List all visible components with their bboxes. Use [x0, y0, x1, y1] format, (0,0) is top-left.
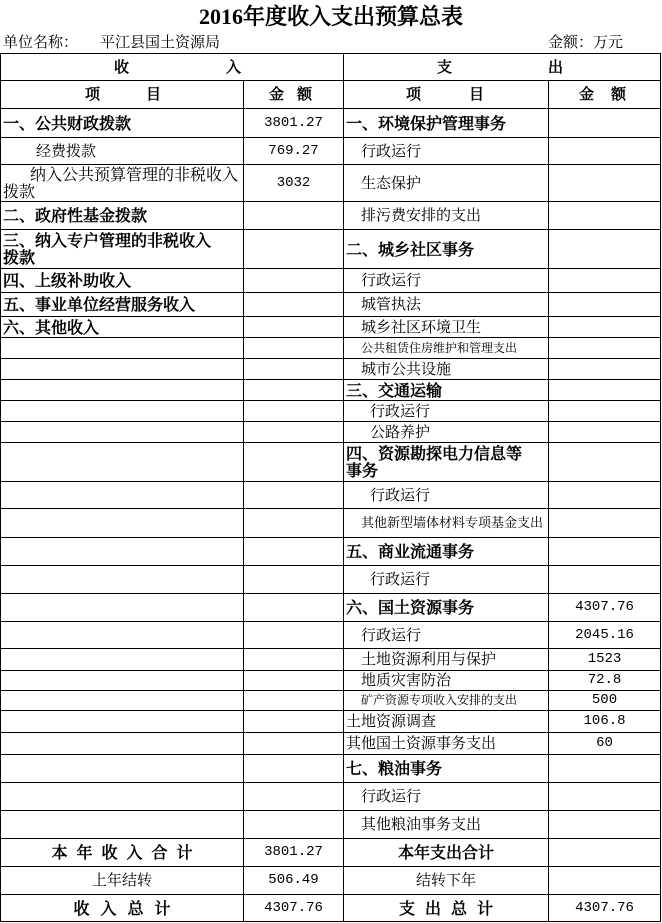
income-item-cell: 二、政府性基金拨款 [1, 202, 244, 230]
income-item-cell: 五、事业单位经营服务收入 [1, 293, 244, 317]
expense-item-cell: 行政运行 [344, 401, 549, 422]
expense-amount-cell [549, 538, 661, 566]
table-row [1, 338, 661, 359]
income-item-cell [1, 359, 244, 380]
expense-amount-cell [549, 269, 661, 293]
expense-item-cell: 土地资源利用与保护 [344, 649, 549, 671]
expense-amount-cell: 2045.16 [549, 622, 661, 649]
expense-amount-cell [549, 422, 661, 443]
budget-table [0, 53, 661, 922]
expense-amount-cell [549, 811, 661, 839]
table-row [1, 538, 661, 566]
expense-item-cell: 城乡社区环境卫生 [344, 317, 549, 338]
income-amount-cell [244, 338, 344, 359]
expense-item-cell: 其他国土资源事务支出 [344, 733, 549, 755]
income-item-cell: 本年收入合计 [1, 839, 244, 867]
expense-amount-cell [549, 293, 661, 317]
income-amount-cell [244, 783, 344, 811]
expense-amount-cell [549, 317, 661, 338]
table-row [1, 482, 661, 509]
expense-amount-header: 金额 [549, 81, 661, 109]
expense-item-cell: 行政运行 [344, 269, 549, 293]
table-row [1, 422, 661, 443]
income-amount-cell [244, 380, 344, 401]
expense-amount-cell: 106.8 [549, 711, 661, 733]
expense-amount-cell [549, 783, 661, 811]
expense-item-cell: 行政运行 [344, 566, 549, 594]
table-row [1, 443, 661, 482]
expense-item-cell: 四、资源勘探电力信息等事务 [344, 443, 549, 482]
income-amount-cell [244, 269, 344, 293]
expense-amount-cell [549, 755, 661, 783]
income-amount-cell: 3801.27 [244, 839, 344, 867]
table-row [1, 711, 661, 733]
table-row [1, 380, 661, 401]
expense-amount-cell [549, 482, 661, 509]
income-item-cell: 三、纳入专户管理的非税收入拨款 [1, 230, 244, 269]
income-amount-header: 金额 [244, 81, 344, 109]
expense-item-cell: 公路养护 [344, 422, 549, 443]
income-item-cell [1, 443, 244, 482]
expense-amount-cell [549, 338, 661, 359]
expense-amount-cell [549, 839, 661, 867]
expense-item-cell: 支出总计 [344, 895, 549, 922]
income-amount-cell [244, 671, 344, 691]
expense-amount-cell [549, 109, 661, 138]
expense-item-cell: 城管执法 [344, 293, 549, 317]
expense-item-cell: 公共租赁住房维护和管理支出 [344, 338, 549, 359]
expense-amount-cell: 500 [549, 691, 661, 711]
income-amount-cell [244, 359, 344, 380]
income-amount-cell [244, 733, 344, 755]
header-row-sections [1, 54, 661, 81]
income-amount-cell [244, 401, 344, 422]
expense-item-cell: 城市公共设施 [344, 359, 549, 380]
expense-item-cell: 地质灾害防治 [344, 671, 549, 691]
expense-amount-cell [549, 566, 661, 594]
table-row [1, 401, 661, 422]
expense-item-header: 项目 [344, 81, 549, 109]
expense-amount-cell [549, 202, 661, 230]
expense-amount-cell: 72.8 [549, 671, 661, 691]
expense-item-cell: 排污费安排的支出 [344, 202, 549, 230]
expense-item-cell: 六、国土资源事务 [344, 594, 549, 622]
expense-item-cell: 一、环境保护管理事务 [344, 109, 549, 138]
table-row [1, 293, 661, 317]
income-amount-cell [244, 711, 344, 733]
expense-item-cell: 生态保护 [344, 165, 549, 202]
table-row [1, 269, 661, 293]
unit-name: 平江县国土资源局 [100, 33, 221, 51]
income-amount-cell: 3801.27 [244, 109, 344, 138]
income-item-cell [1, 380, 244, 401]
table-row [1, 109, 661, 138]
income-item-cell [1, 338, 244, 359]
unit-label: 单位名称： [3, 33, 79, 51]
table-row [1, 566, 661, 594]
table-row [1, 165, 661, 202]
income-amount-cell: 769.27 [244, 138, 344, 165]
expense-item-cell: 其他粮油事务支出 [344, 811, 549, 839]
income-item-cell [1, 649, 244, 671]
income-amount-cell [244, 811, 344, 839]
income-item-cell: 六、其他收入 [1, 317, 244, 338]
income-amount-cell: 3032 [244, 165, 344, 202]
income-section-header: 收入 [1, 54, 344, 81]
income-item-cell: 上年结转 [1, 867, 244, 895]
expense-item-cell: 矿产资源专项收入安排的支出 [344, 691, 549, 711]
page-title: 2016年度收入支出预算总表 [198, 4, 463, 29]
table-row [1, 202, 661, 230]
expense-amount-cell [549, 401, 661, 422]
income-item-cell [1, 783, 244, 811]
income-amount-cell [244, 230, 344, 269]
income-amount-cell [244, 482, 344, 509]
income-item-cell [1, 422, 244, 443]
table-row [1, 359, 661, 380]
income-item-cell [1, 811, 244, 839]
income-amount-cell [244, 691, 344, 711]
income-item-cell [1, 594, 244, 622]
expense-item-cell: 三、交通运输 [344, 380, 549, 401]
table-row [1, 649, 661, 671]
table-row [1, 733, 661, 755]
amount-unit: 金额：万元 [548, 33, 624, 51]
income-amount-cell [244, 566, 344, 594]
income-amount-cell [244, 202, 344, 230]
income-item-cell [1, 401, 244, 422]
income-item-header: 项目 [1, 81, 244, 109]
income-item-cell [1, 482, 244, 509]
table-row [1, 509, 661, 538]
income-item-cell: 经费拨款 [1, 138, 244, 165]
header-row-columns [1, 81, 661, 109]
table-row [1, 839, 661, 867]
income-item-cell [1, 755, 244, 783]
expense-item-cell: 行政运行 [344, 482, 549, 509]
expense-amount-cell: 60 [549, 733, 661, 755]
income-item-cell [1, 509, 244, 538]
income-item-cell: 四、上级补助收入 [1, 269, 244, 293]
expense-item-cell: 本年支出合计 [344, 839, 549, 867]
table-row [1, 138, 661, 165]
expense-amount-cell: 4307.76 [549, 895, 661, 922]
income-amount-cell [244, 293, 344, 317]
income-amount-cell [244, 755, 344, 783]
expense-amount-cell [549, 867, 661, 895]
income-item-cell [1, 671, 244, 691]
income-amount-cell [244, 538, 344, 566]
income-amount-cell [244, 443, 344, 482]
expense-amount-cell [549, 443, 661, 482]
income-amount-cell: 506.49 [244, 867, 344, 895]
table-row [1, 691, 661, 711]
table-row [1, 867, 661, 895]
income-item-cell: 一、公共财政拨款 [1, 109, 244, 138]
income-amount-cell [244, 649, 344, 671]
table-row [1, 671, 661, 691]
expense-item-cell: 行政运行 [344, 138, 549, 165]
income-item-cell [1, 711, 244, 733]
income-amount-cell: 4307.76 [244, 895, 344, 922]
table-row [1, 317, 661, 338]
table-row [1, 230, 661, 269]
expense-item-cell: 土地资源调查 [344, 711, 549, 733]
table-body [1, 54, 661, 922]
income-amount-cell [244, 509, 344, 538]
expense-amount-cell [549, 138, 661, 165]
income-amount-cell [244, 317, 344, 338]
table-row [1, 755, 661, 783]
income-item-cell [1, 733, 244, 755]
table-row [1, 811, 661, 839]
income-item-cell: 纳入公共预算管理的非税收入拨款 [1, 165, 244, 202]
income-item-cell [1, 566, 244, 594]
expense-amount-cell: 1523 [549, 649, 661, 671]
expense-amount-cell [549, 359, 661, 380]
income-item-cell: 收入总计 [1, 895, 244, 922]
income-item-cell [1, 538, 244, 566]
expense-amount-cell: 4307.76 [549, 594, 661, 622]
expense-item-cell: 行政运行 [344, 622, 549, 649]
expense-item-cell: 结转下年 [344, 867, 549, 895]
expense-amount-cell [549, 380, 661, 401]
expense-amount-cell [549, 165, 661, 202]
income-amount-cell [244, 422, 344, 443]
expense-item-cell: 行政运行 [344, 783, 549, 811]
expense-item-cell: 五、商业流通事务 [344, 538, 549, 566]
expense-section-header: 支出 [344, 54, 661, 81]
income-amount-cell [244, 594, 344, 622]
table-row [1, 594, 661, 622]
expense-item-cell: 七、粮油事务 [344, 755, 549, 783]
table-row [1, 622, 661, 649]
expense-item-cell: 二、城乡社区事务 [344, 230, 549, 269]
income-amount-cell [244, 622, 344, 649]
table-row [1, 783, 661, 811]
income-item-cell [1, 691, 244, 711]
table-row [1, 895, 661, 922]
expense-amount-cell [549, 230, 661, 269]
income-item-cell [1, 622, 244, 649]
expense-item-cell: 其他新型墙体材料专项基金支出 [344, 509, 549, 538]
expense-amount-cell [549, 509, 661, 538]
